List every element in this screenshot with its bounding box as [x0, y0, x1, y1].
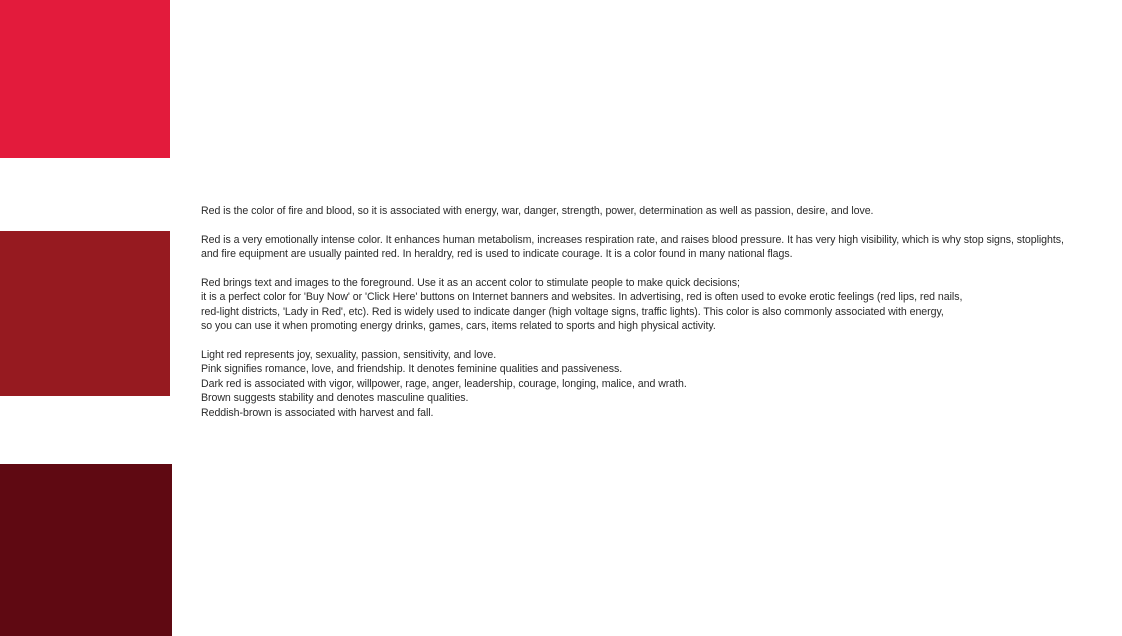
- text-line: Reddish-brown is associated with harvest and fall.: [201, 406, 434, 419]
- text-line: Red brings text and images to the foreground. Use it as an accent color to stimulate people to make quick decisions;: [201, 277, 740, 289]
- text-line: Pink signifies romance, love, and friendship. It denotes feminine qualities and passiveness.: [201, 363, 623, 376]
- text-line: red-light districts, 'Lady in Red', etc). Red is widely used to indicate danger (high voltage signs, traffic lights). This color is also commonly associated with energy,: [201, 305, 944, 318]
- dark-red-swatch: [0, 231, 170, 396]
- maroon-swatch: [0, 464, 172, 636]
- paragraph-shades: [201, 348, 1119, 420]
- text-line: Red is a very emotionally intense color. It enhances human metabolism, increases respiration rate, and raises blood pressure. It has very high visibility, which is why stop signs, stoplights,: [201, 233, 1064, 246]
- paragraph-physiology: [201, 233, 1119, 262]
- text-line: Brown suggests stability and denotes masculine qualities.: [201, 392, 469, 405]
- paragraph-usage: [201, 276, 1119, 334]
- paragraph-intro: [201, 204, 1119, 218]
- text-line: so you can use it when promoting energy drinks, games, cars, items related to sports and high physical activity.: [201, 320, 716, 333]
- text-line: Dark red is associated with vigor, willpower, rage, anger, leadership, courage, longing, malice, and wrath.: [201, 377, 687, 390]
- text-line: it is a perfect color for 'Buy Now' or 'Click Here' buttons on Internet banners and websites. In advertising, red is often used to evoke erotic feelings (red lips, red nails,: [201, 291, 963, 304]
- red-swatch: [0, 0, 170, 158]
- text-line: and fire equipment are usually painted red. In heraldry, red is used to indicate courage. It is a color found in many national flags.: [201, 248, 793, 261]
- text-line: Light red represents joy, sexuality, passion, sensitivity, and love.: [201, 349, 497, 362]
- text-line: Red is the color of fire and blood, so it is associated with energy, war, danger, strength, power, determination as well as passion, desire, and love.: [201, 205, 874, 217]
- color-description-text: [201, 204, 1119, 420]
